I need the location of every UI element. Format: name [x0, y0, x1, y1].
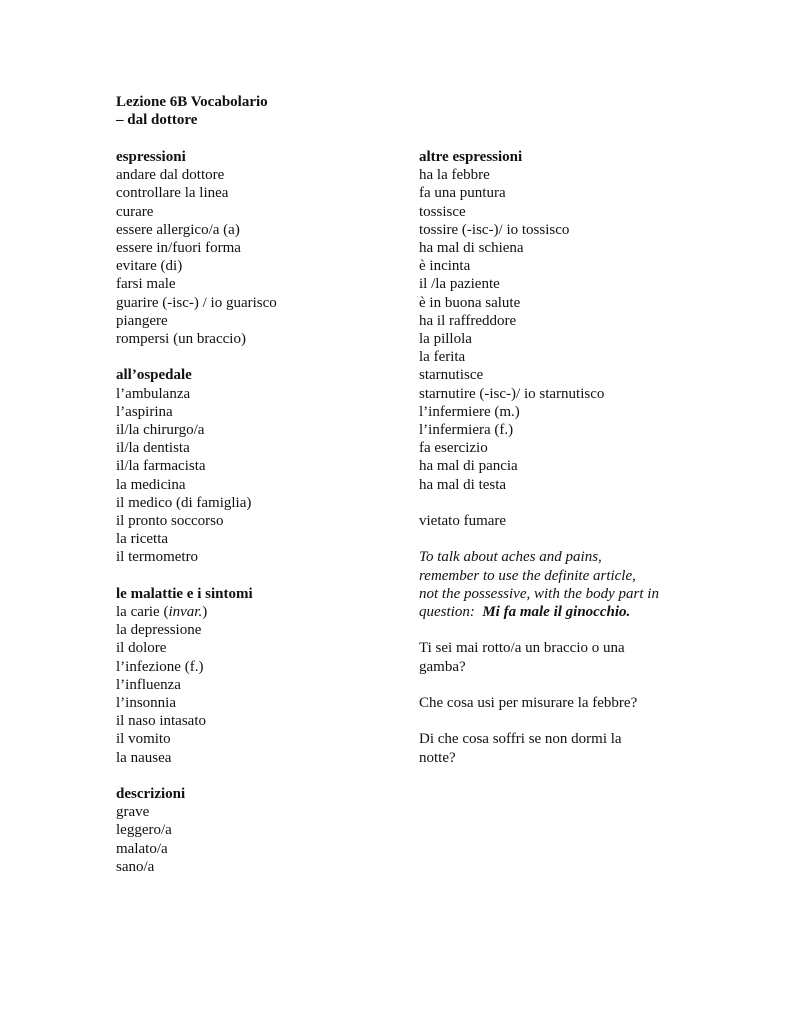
- vocab-item: la depressione: [116, 622, 202, 639]
- question-1: [419, 639, 689, 675]
- vocab-item: ha la febbre: [419, 167, 490, 184]
- vocab-item: il/la dentista: [116, 440, 190, 457]
- section-ospedale: [116, 366, 406, 566]
- vocab-item: fa una puntura: [419, 185, 506, 202]
- vocab-item: ha mal di testa: [419, 476, 507, 493]
- vocab-item: starnutire (-isc-)/ io starnutisco: [419, 385, 605, 402]
- question-line: notte?: [419, 749, 456, 766]
- section-espressioni: [116, 148, 406, 348]
- vocab-item: piangere: [116, 312, 168, 329]
- vocab-item: l’infezione (f.): [116, 658, 204, 675]
- vocab-item: essere in/fuori forma: [116, 240, 241, 257]
- vocab-item: ha mal di pancia: [419, 458, 518, 475]
- section-altre-espressioni: [419, 148, 689, 494]
- carie-close: ): [202, 604, 208, 621]
- vocab-item: l’insonnia: [116, 695, 176, 712]
- vocab-item: rompersi (un braccio): [116, 331, 246, 348]
- note-line: To talk about aches and pains,: [419, 549, 602, 566]
- vocab-item: la ricetta: [116, 531, 169, 548]
- vocab-item: grave: [116, 804, 150, 821]
- section-heading: le malattie e i sintomi: [116, 585, 253, 602]
- vocab-item: è incinta: [419, 258, 471, 275]
- vocab-item: sano/a: [116, 858, 155, 875]
- vocab-item: l’infermiere (m.): [419, 403, 520, 420]
- vocab-item: andare dal dottore: [116, 167, 225, 184]
- right-column: [419, 148, 689, 767]
- section-malattie: [116, 585, 406, 767]
- vocab-item: la nausea: [116, 749, 172, 766]
- vocab-item: la pillola: [419, 331, 472, 348]
- vocab-item: l’infermiera (f.): [419, 422, 514, 439]
- section-heading: all’ospedale: [116, 367, 192, 384]
- vocab-item: è in buona salute: [419, 294, 521, 311]
- grammar-note: [419, 548, 689, 621]
- vocab-item: il pronto soccorso: [116, 513, 224, 530]
- vocab-item: il /la paziente: [419, 276, 500, 293]
- question-line: gamba?: [419, 658, 466, 675]
- vocab-item: il termometro: [116, 549, 199, 566]
- vocab-item: evitare (di): [116, 258, 183, 275]
- question-2: [419, 694, 689, 712]
- section-heading: espressioni: [116, 149, 186, 165]
- vocab-item: l’influenza: [116, 676, 181, 693]
- section-heading: descrizioni: [116, 786, 186, 803]
- carie-invar: invar.: [168, 604, 203, 621]
- vocab-item: essere allergico/a (a): [116, 221, 240, 238]
- vocab-item-vietato-fumare: vietato fumare: [419, 513, 507, 530]
- vocab-item: tossisce: [419, 203, 466, 220]
- vocab-item: farsi male: [116, 276, 176, 293]
- vocab-item: guarire (-isc-) / io guarisco: [116, 294, 277, 311]
- vocab-item: tossire (-isc-)/ io tossisco: [419, 221, 570, 238]
- question-line: Che cosa usi per misurare la febbre?: [419, 695, 638, 712]
- section-descrizioni: [116, 785, 406, 876]
- page-title: [116, 93, 268, 129]
- note-line: remember to use the definite article,: [419, 567, 636, 584]
- carie-text: la carie (: [116, 604, 169, 621]
- vocab-item-carie: [116, 603, 406, 621]
- section-heading: altre espressioni: [419, 149, 523, 165]
- vocab-item: l’aspirina: [116, 403, 173, 420]
- title-line-2: – dal dottore: [116, 112, 198, 129]
- vocab-item: il dolore: [116, 640, 167, 657]
- vocab-item: curare: [116, 203, 154, 220]
- vocab-item: ha il raffreddore: [419, 312, 517, 329]
- vocab-item: il naso intasato: [116, 713, 206, 730]
- vocab-item: il/la farmacista: [116, 458, 206, 475]
- vocab-item: la ferita: [419, 349, 466, 366]
- note-line: not the possessive, with the body part in: [419, 585, 659, 602]
- note-line-last: [419, 603, 689, 621]
- vocab-item: l’ambulanza: [116, 385, 191, 402]
- note-prefix: question:: [419, 604, 483, 621]
- vocab-item: leggero/a: [116, 822, 172, 839]
- vocab-item: il/la chirurgo/a: [116, 422, 205, 439]
- left-column: [116, 148, 406, 876]
- vocab-item: ha mal di schiena: [419, 240, 524, 257]
- vocab-item: malato/a: [116, 840, 168, 857]
- vocab-item: fa esercizio: [419, 440, 488, 457]
- title-line-1: Lezione 6B Vocabolario: [116, 94, 268, 110]
- question-3: [419, 730, 689, 766]
- vocab-item: il medico (di famiglia): [116, 494, 252, 511]
- question-line: Ti sei mai rotto/a un braccio o una: [419, 640, 625, 657]
- vocab-item: starnutisce: [419, 367, 484, 384]
- vocab-item: il vomito: [116, 731, 171, 748]
- note-example: Mi fa male il ginocchio.: [482, 604, 631, 621]
- question-line: Di che cosa soffri se non dormi la: [419, 731, 622, 748]
- vocab-item: la medicina: [116, 476, 186, 493]
- sign-section: [419, 512, 689, 530]
- vocab-item: controllare la linea: [116, 185, 229, 202]
